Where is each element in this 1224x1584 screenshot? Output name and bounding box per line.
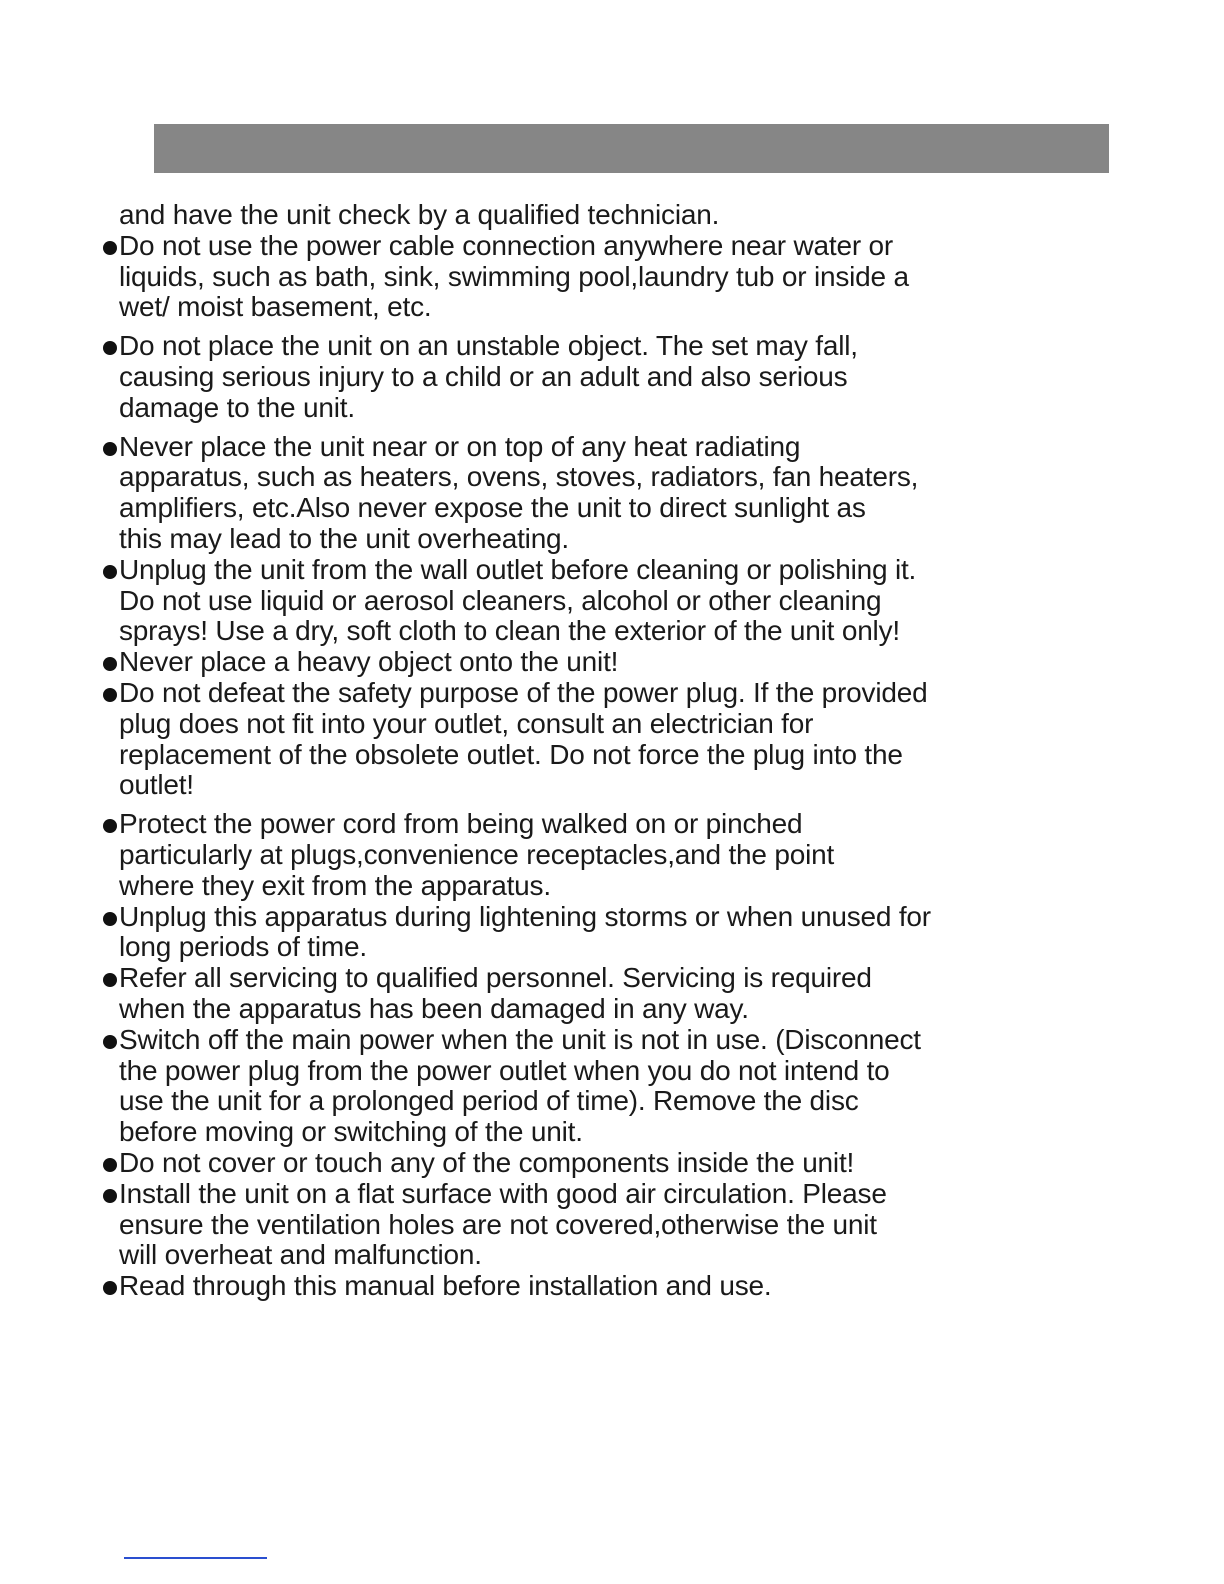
text-line: Never place the unit near or on top of any heat radiating xyxy=(119,430,801,462)
text-line: and have the unit check by a qualified technician. xyxy=(119,199,720,230)
text-line: the power plug from the power outlet when you do not intend to xyxy=(119,1054,890,1086)
list-item xyxy=(103,647,1103,678)
bullet-icon xyxy=(103,688,117,702)
list-item xyxy=(103,1271,1103,1302)
text-line: replacement of the obsolete outlet. Do not force the plug into the xyxy=(119,738,903,770)
bullet-icon xyxy=(103,1281,117,1295)
text-line: when the apparatus has been damaged in any way. xyxy=(119,992,749,1024)
text-line: will overheat and malfunction. xyxy=(119,1239,482,1271)
bullet-icon xyxy=(103,912,117,926)
text-line: Protect the power cord from being walked on or pinched xyxy=(119,808,803,840)
text-line: amplifiers, etc.Also never expose the unit to direct sunlight as xyxy=(119,492,866,524)
list-item xyxy=(103,331,1103,423)
footer-divider xyxy=(124,1557,267,1559)
text-line: Install the unit on a flat surface with good air circulation. Please xyxy=(119,1177,887,1209)
text-line: liquids, such as bath, sink, swimming pool,laundry tub or inside a xyxy=(119,260,909,292)
text-line: Unplug this apparatus during lightening storms or when unused for xyxy=(119,900,931,932)
text-line: apparatus, such as heaters, ovens, stoves, radiators, fan heaters, xyxy=(119,461,919,493)
text-line: outlet! xyxy=(119,769,194,801)
list-item xyxy=(103,809,1103,901)
text-line: use the unit for a prolonged period of time). Remove the disc xyxy=(119,1085,859,1117)
bullet-icon xyxy=(103,442,117,456)
text-line: wet/ moist basement, etc. xyxy=(119,291,432,323)
list-item xyxy=(103,231,1103,323)
text-line: sprays! Use a dry, soft cloth to clean the exterior of the unit only! xyxy=(119,615,900,647)
text-line: Do not place the unit on an unstable object. The set may fall, xyxy=(119,330,858,362)
bullet-icon xyxy=(103,657,117,671)
bullet-icon xyxy=(103,565,117,579)
section-header-bar xyxy=(154,124,1109,173)
bullet-icon xyxy=(103,1189,117,1203)
text-line: particularly at plugs,convenience receptacles,and the point xyxy=(119,838,835,870)
text-line: Never place a heavy object onto the unit! xyxy=(119,646,619,678)
list-item xyxy=(103,678,1103,801)
bullet-icon xyxy=(103,819,117,833)
bullet-icon xyxy=(103,241,117,255)
text-line: Do not defeat the safety purpose of the power plug. If the provided xyxy=(119,676,928,708)
bullet-icon xyxy=(103,341,117,355)
list-item xyxy=(103,555,1103,647)
text-line: Refer all servicing to qualified personnel. Servicing is required xyxy=(119,962,872,994)
bullet-icon xyxy=(103,973,117,987)
list-item xyxy=(103,432,1103,555)
text-line: Switch off the main power when the unit is not in use. (Disconnect xyxy=(119,1023,921,1055)
text-line: ensure the ventilation holes are not covered,otherwise the unit xyxy=(119,1208,877,1240)
safety-instructions xyxy=(103,200,1103,1302)
text-line: Read through this manual before installation and use. xyxy=(119,1270,772,1302)
text-line: long periods of time. xyxy=(119,931,367,963)
text-line: damage to the unit. xyxy=(119,391,355,423)
text-line: Do not use the power cable connection anywhere near water or xyxy=(119,229,894,261)
text-line: before moving or switching of the unit. xyxy=(119,1116,583,1148)
bullet-icon xyxy=(103,1158,117,1172)
bullet-icon xyxy=(103,1035,117,1049)
list-item xyxy=(103,902,1103,964)
list-item xyxy=(103,200,1103,231)
text-line: Do not use liquid or aerosol cleaners, alcohol or other cleaning xyxy=(119,584,882,616)
list-item xyxy=(103,1025,1103,1148)
list-item xyxy=(103,1179,1103,1271)
list-item xyxy=(103,963,1103,1025)
text-line: plug does not fit into your outlet, consult an electrician for xyxy=(119,707,814,739)
text-line: this may lead to the unit overheating. xyxy=(119,522,570,554)
text-line: causing serious injury to a child or an adult and also serious xyxy=(119,360,848,392)
text-line: Unplug the unit from the wall outlet before cleaning or polishing it. xyxy=(119,553,917,585)
text-line: where they exit from the apparatus. xyxy=(119,869,551,901)
text-line: Do not cover or touch any of the components inside the unit! xyxy=(119,1146,855,1178)
list-item xyxy=(103,1148,1103,1179)
